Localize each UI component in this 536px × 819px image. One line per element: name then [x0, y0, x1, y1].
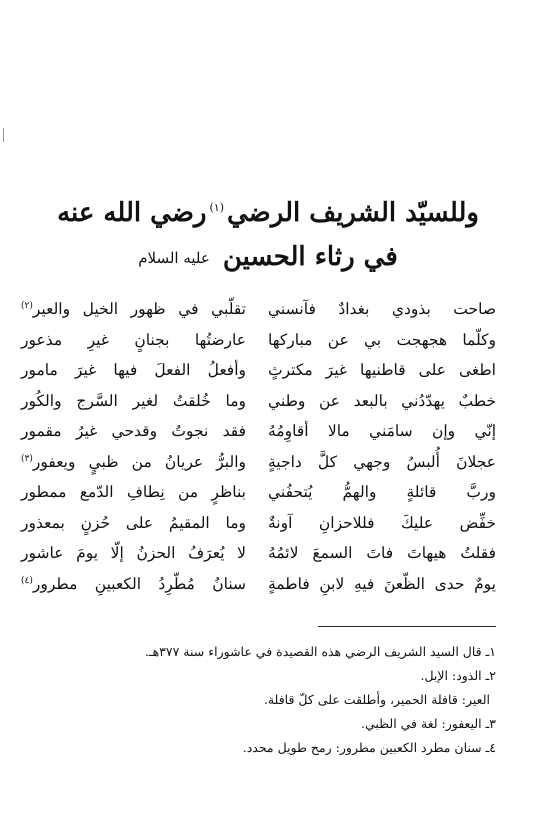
title-main: وللسيّد الشريف الرضي [226, 198, 479, 228]
footnote-ref: (٣) [21, 453, 33, 464]
second-hemistich: وما خُلقتُ لغير السَّرج والكُور [21, 391, 246, 410]
first-hemistich: عجلانَ أُلبسُ وجهي كلَّ داجيةٍ [268, 452, 496, 471]
footnote-4: ٤ـ سنان مطرد الكعبين مطرور: رمح طويل محدد. [242, 740, 496, 755]
verse-row [0, 355, 536, 386]
poem-title [0, 200, 536, 226]
title-footnote-ref: (١) [209, 201, 224, 215]
poem-subtitle [0, 244, 536, 270]
verse-row [0, 538, 536, 569]
verse-row [0, 569, 536, 600]
first-hemistich: خفِّض عليكَ فللاحزانِ آونةٌ [268, 513, 496, 532]
second-hemistich: تقلّبي في ظهور الخيل والعير$^{(٢)}$ [21, 300, 246, 318]
verse-row [0, 386, 536, 417]
first-hemistich: فقلتُ هيهاتَ فاتَ السمعَ لائمُهُ [268, 544, 496, 562]
footnotes [40, 640, 496, 760]
verse-row [0, 325, 536, 356]
poem-verses [0, 294, 536, 599]
footnote-ref: (٢) [21, 300, 33, 311]
footnote-divider [318, 626, 496, 627]
footnote-ref: (٤) [21, 575, 33, 586]
second-hemistich: فقد نجوتُ وقدحي غيرُ مقمور [21, 422, 246, 440]
footnote-2: ٢ـ الذود: الإبل. [420, 668, 496, 683]
second-hemistich: عارضتُها بجنانٍ غيرِ مذعور [21, 330, 246, 349]
verse-row [0, 294, 536, 325]
verse-row [0, 447, 536, 478]
verse-row [0, 508, 536, 539]
second-hemistich: وأفعلُ الفعلَ فيها غيرَ مامور [21, 361, 246, 379]
verse-row [0, 477, 536, 508]
second-hemistich: لا يُعرَفُ الحزنُ إلّا يومَ عاشور [21, 544, 246, 562]
first-hemistich: وربَّ قائلةٍ والهمُّ يُتحفُني [268, 483, 496, 501]
first-hemistich: اطغى على قاطنيها غيرَ مكترثٍ [268, 361, 496, 379]
subtitle-main: في رثاء الحسين [222, 242, 398, 272]
verse-row [0, 416, 536, 447]
first-hemistich: صاحت بذودي بغدادٌ فآنسني [268, 300, 496, 318]
second-hemistich: والبرُّ عريانُ من ظبيٍ ويعفور$^{(٣)}$ [21, 452, 246, 471]
title-tail: رضي الله عنه [57, 198, 207, 228]
first-hemistich: يومٌ حدى الظّعنَ فيهِ لابنِ فاطمةٍ [268, 574, 496, 593]
second-hemistich: بناظرٍ من نِطافِ الدّمع ممطور [21, 483, 246, 501]
second-hemistich: سنانُ مُطّرِدُ الكعبينِ مطرور$^{(٤)}$ [21, 574, 246, 593]
first-hemistich: وكلّما هجهجت بي عن مباركها [268, 330, 496, 349]
margin-mark [3, 128, 4, 142]
first-hemistich: إنّي وإن سامَني مالا أقاوِمُهُ [268, 422, 496, 440]
footnote-2-continued: العير: قافلة الحمير، وأطلقت على كلّ قافلة. [263, 692, 490, 707]
footnote-1: ١ـ قال السيد الشريف الرضي هذه القصيدة في عاشوراء سنة ٣٧٧هـ. [144, 644, 496, 659]
footnote-3: ٣ـ اليعفور: لغة في الظبي. [360, 716, 496, 731]
first-hemistich: خطبٌ يهدّدُني بالبعد عن وطني [268, 391, 496, 410]
second-hemistich: وما المقيمُ على حُزنٍ بمعذور [21, 513, 246, 532]
honorific-seal: عليه السلام [138, 248, 210, 267]
